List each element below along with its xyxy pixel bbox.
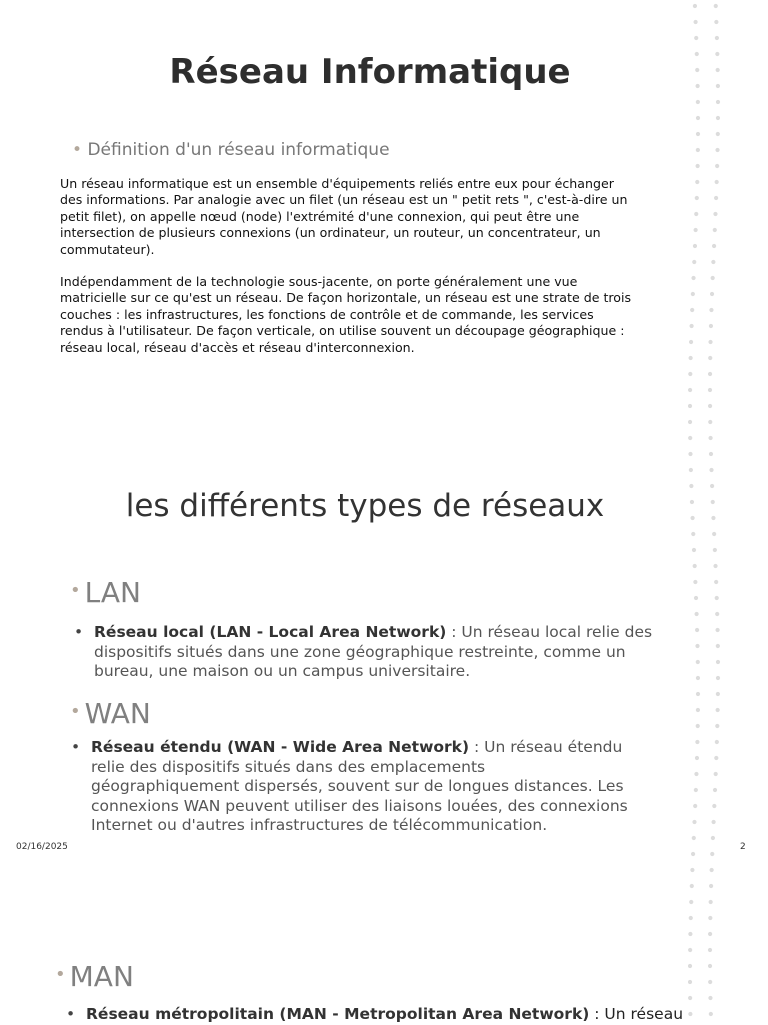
decor-dot <box>708 420 712 424</box>
decor-dot <box>712 244 716 248</box>
section-label: LAN <box>84 576 141 609</box>
decor-dot <box>688 388 692 392</box>
decor-dot <box>692 260 696 264</box>
decor-dot <box>716 132 720 136</box>
decor-dot <box>688 420 692 424</box>
bullet-icon: • <box>72 140 83 160</box>
decor-dot <box>713 212 717 216</box>
decor-dot <box>709 324 713 328</box>
decor-dot <box>715 740 719 744</box>
bullet-icon: • <box>70 701 81 722</box>
decor-dot <box>710 292 714 296</box>
decor-dot <box>708 436 712 440</box>
decor-dot <box>696 692 700 696</box>
decor-dot <box>709 308 713 312</box>
decor-dot <box>714 196 718 200</box>
decor-dot <box>715 724 719 728</box>
decor-dot <box>689 356 693 360</box>
decor-dot <box>694 612 698 616</box>
description-wan: : Un réseau étendu relie des dispositifs situés dans des emplacements géographiquement dispersés, souvent sur de longues distances. Les connexions WAN peuvent utiliser des liaisons louées, des connexions Internet ou d'autres infrastructures de télécommunication. <box>91 738 628 834</box>
decor-dot <box>695 740 699 744</box>
section-label: WAN <box>84 697 151 730</box>
decor-dot <box>714 4 718 8</box>
decor-dot <box>695 180 699 184</box>
bullet-icon: • <box>66 1005 76 1023</box>
decor-dot <box>695 196 699 200</box>
decor-dot <box>696 708 700 712</box>
decor-dot <box>715 612 719 616</box>
decor-dot <box>709 900 713 904</box>
decor-dot <box>689 916 693 920</box>
decor-dot <box>696 164 700 168</box>
decor-dot <box>689 324 693 328</box>
decor-dot <box>714 772 718 776</box>
decor-dot <box>689 340 693 344</box>
decor-dot <box>714 20 718 24</box>
decor-dot <box>688 1012 692 1016</box>
decor-dot <box>688 996 692 1000</box>
decor-dot <box>696 116 700 120</box>
decor-dot <box>712 532 716 536</box>
decor-dot <box>708 388 712 392</box>
decor-dot <box>708 340 712 344</box>
decor-dot <box>693 244 697 248</box>
decor-dot <box>694 36 698 40</box>
decor-dot <box>712 820 716 824</box>
decor-dot <box>693 804 697 808</box>
decor-dot <box>688 436 692 440</box>
definition-paragraph-2: Indépendamment de la technologie sous-jacente, on porte généralement une vue matricielle sur ce qu'est un réseau. De façon horizontale, un réseau est une strate de trois couches : les infrastructures, les fonctions de contrôle et de commande, les services rendus à l'utilisateur. De façon verticale, on utilise souvent un découpage géographique : réseau local, réseau d'accès et réseau d'interconnexion. <box>60 274 632 355</box>
decor-dot <box>689 468 693 472</box>
decor-dot <box>709 884 713 888</box>
decor-dot <box>715 36 719 40</box>
decor-dot <box>715 596 719 600</box>
decor-dot <box>708 356 712 360</box>
decor-dot <box>708 404 712 408</box>
decor-dot <box>696 148 700 152</box>
bullet-icon: • <box>74 623 84 641</box>
decor-dot <box>694 228 698 232</box>
decor-dot <box>693 564 697 568</box>
description-lan: : Un réseau local relie des dispositifs situés dans une zone géographique restreinte, comme un bureau, une maison ou un campus universitaire. <box>94 623 653 680</box>
decor-dot <box>696 100 700 104</box>
decor-dot <box>709 468 713 472</box>
decor-dot <box>716 692 720 696</box>
section-label: MAN <box>69 960 134 993</box>
decor-dot <box>708 980 712 984</box>
decor-dot <box>708 996 712 1000</box>
decor-dot <box>690 884 694 888</box>
decor-dot <box>708 372 712 376</box>
bullet-icon: • <box>71 738 81 756</box>
definition-heading <box>72 140 390 160</box>
term-wan: Réseau étendu (WAN - Wide Area Network) <box>91 738 470 756</box>
decor-dot <box>693 4 697 8</box>
decor-dot <box>710 852 714 856</box>
decor-dot <box>693 20 697 24</box>
decor-dot <box>716 116 720 120</box>
decor-dot <box>708 916 712 920</box>
definition-paragraph-1: Un réseau informatique est un ensemble d'équipements reliés entre eux pour échanger des informations. Par analogie avec un filet (un réseau est un " petit rets ", c'est-à-dire un petit filet), on appelle nœud (node) l'extrémité d'une connexion, qui peut être une intersection de plusieurs connexions (un ordinateur, un routeur, un concentrateur, un commutateur). <box>60 176 628 257</box>
bullet-icon: • <box>70 580 81 601</box>
section-heading-lan <box>70 576 141 609</box>
decor-dot <box>692 836 696 840</box>
decor-dot <box>696 132 700 136</box>
decor-dot <box>715 164 719 168</box>
decor-dot <box>716 708 720 712</box>
decor-dot <box>713 564 717 568</box>
types-heading: les différents types de réseaux <box>125 488 605 524</box>
section-heading-man <box>55 960 134 993</box>
decor-dot <box>690 868 694 872</box>
decor-dot <box>688 452 692 456</box>
decor-dot <box>713 788 717 792</box>
decor-dot <box>688 948 692 952</box>
decor-dot <box>688 980 692 984</box>
page-title: Réseau Informatique <box>169 52 571 92</box>
decor-dot <box>715 180 719 184</box>
decor-dot <box>708 964 712 968</box>
decor-dot <box>716 660 720 664</box>
decor-dot <box>694 596 698 600</box>
footer-date: 02/16/2025 <box>16 842 68 852</box>
decor-dot <box>691 292 695 296</box>
decor-dot <box>715 148 719 152</box>
decor-dot <box>709 452 713 456</box>
decor-dot <box>716 644 720 648</box>
list-item-lan <box>74 623 654 682</box>
decor-dot <box>694 772 698 776</box>
decor-dot <box>694 212 698 216</box>
definition-heading-label: Définition d'un réseau informatique <box>87 140 390 160</box>
decor-dot <box>708 932 712 936</box>
decor-dot <box>714 580 718 584</box>
decor-dot <box>712 804 716 808</box>
decor-dot <box>691 276 695 280</box>
decor-dot <box>716 100 720 104</box>
term-lan: Réseau local (LAN - Local Area Network) <box>94 623 447 641</box>
decor-dot <box>695 756 699 760</box>
decor-dot <box>715 628 719 632</box>
decor-dot <box>692 548 696 552</box>
decor-dot <box>693 580 697 584</box>
decor-dot <box>688 404 692 408</box>
decor-dot <box>711 836 715 840</box>
decor-dot <box>713 228 717 232</box>
decor-dot <box>692 820 696 824</box>
decor-dot <box>713 548 717 552</box>
decor-dot <box>710 868 714 872</box>
decor-dot <box>708 948 712 952</box>
decor-dot <box>696 676 700 680</box>
description-man: : Un réseau <box>589 1005 684 1023</box>
decor-dot <box>696 724 700 728</box>
decor-dot <box>691 852 695 856</box>
decor-dot <box>689 900 693 904</box>
decor-dot <box>688 964 692 968</box>
decor-dot <box>690 308 694 312</box>
decor-dot <box>688 932 692 936</box>
decor-dot <box>694 788 698 792</box>
decor-dot <box>696 660 700 664</box>
decor-dot <box>716 676 720 680</box>
decor-dot <box>688 372 692 376</box>
list-item-wan <box>71 738 636 836</box>
bullet-icon: • <box>55 964 66 985</box>
term-man: Réseau métropolitain (MAN - Metropolitan Area Network) <box>86 1005 590 1023</box>
section-heading-wan <box>70 697 151 730</box>
decor-dot <box>711 276 715 280</box>
decor-dot <box>691 532 695 536</box>
decor-dot <box>695 644 699 648</box>
decor-dot <box>695 628 699 632</box>
decor-dot <box>709 1012 713 1016</box>
list-item-man <box>66 1005 686 1025</box>
decor-dot <box>711 260 715 264</box>
footer-page-number: 2 <box>740 842 746 852</box>
decor-dot <box>714 756 718 760</box>
